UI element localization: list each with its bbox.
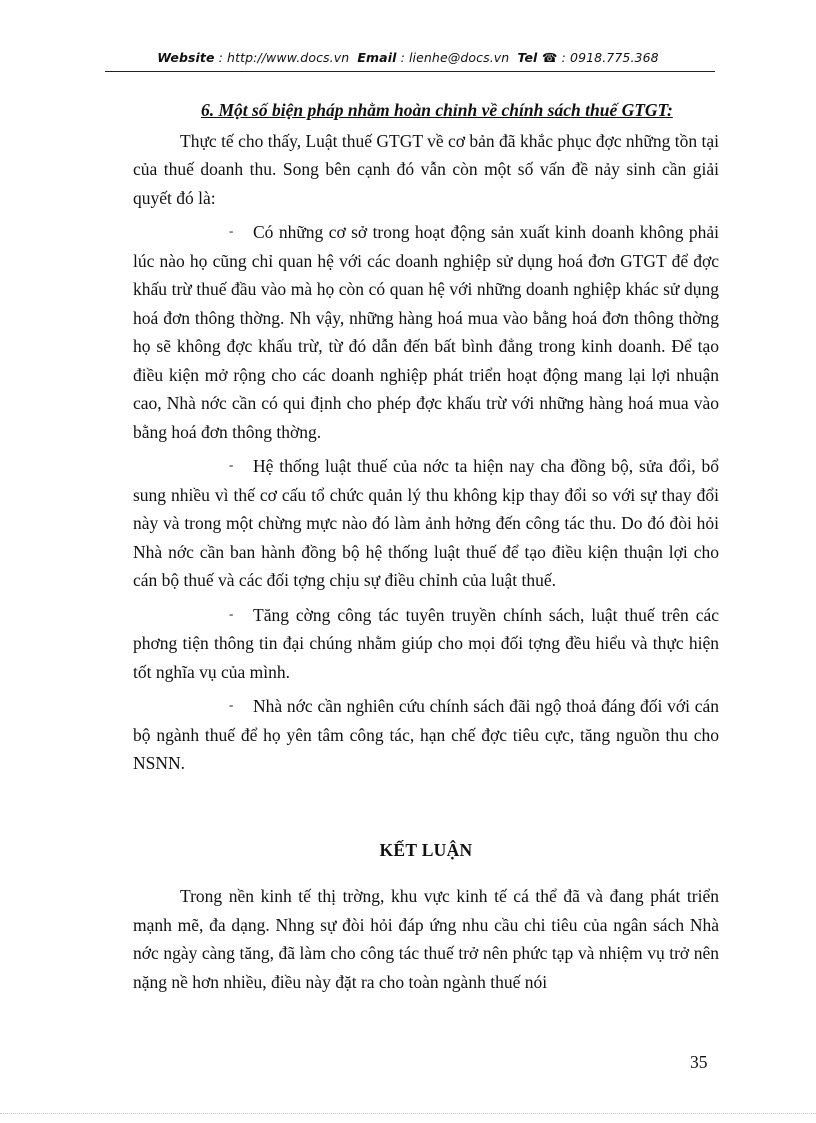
conclusion-paragraph: Trong nền kinh tế thị trờng, khu vực kinh tế cá thể đã và đang phát triển mạnh mẽ, đa dạng. Nhng sự đòi hỏi đáp ứng nhu cầu chi tiêu của ngân sách Nhà nớc ngày càng tăng, đã làm cho công tác thuế trở nên phức tạp và nhiệm vụ trở nên nặng nề hơn nhiều, điều này đặt ra cho toàn ngành thuế nói [133, 886, 719, 992]
bullet-mark: - [229, 605, 234, 621]
section-intro: Thực tế cho thấy, Luật thuế GTGT về cơ bản đã khắc phục đợc những tồn tại của thuế doanh thu. Song bên cạnh đó vẫn còn một số vấn đề nảy sinh cần giải quyết đó là: [133, 130, 719, 208]
bullet-item [133, 691, 719, 778]
bullet-mark: - [229, 697, 234, 712]
phone-label: Tel ☎ [517, 50, 558, 65]
bullet-text: Hệ thống luật thuế của nớc ta hiện nay cha đồng bộ, sửa đổi, bổ sung nhiều vì thế cơ cấu tổ chức quản lý thu không kịp thay đổi so với sự thay đổi này và trong một chừng mực nào đó làm ảnh hởng đến công tác thu. Do đó đòi hỏi Nhà nớc cần ban hành đồng bộ hệ thống luật thuế để tạo điều kiện thuận lợi cho cán bộ thuế và các đối tợng chịu sự điều chỉnh của luật thuế. [133, 456, 719, 590]
header-divider [105, 71, 715, 72]
bullet-text: Nhà nớc cần nghiên cứu chính sách đãi ngộ thoả đáng đối với cán bộ ngành thuế để họ yên tâm công tác, hạn chế đợc tiêu cực, tăng nguồn thu cho NSNN. [133, 696, 719, 773]
phone-number: : 0918.775.368 [561, 50, 659, 65]
document-body [133, 96, 719, 996]
page-bottom-divider [0, 1113, 816, 1114]
website-label: Website [157, 50, 215, 65]
bullet-item [133, 217, 719, 446]
bullet-text: Có những cơ sở trong hoạt động sản xuất kinh doanh không phải lúc nào họ cũng chỉ quan hệ với các doanh nghiệp sử dụng hoá đơn GTGT để đợc khấu trừ thuế đầu vào mà họ còn có quan hệ với những doanh nghiệp khác sử dụng hoá đơn thông thờng. Nh vậy, những hàng hoá mua vào bằng hoá đơn thông thờng họ sẽ không đợc khấu trừ, từ đó dẫn đến bất bình đẳng trong kinh doanh. Để tạo điều kiện mở rộng cho các doanh nghiệp phát triển hoạt động mang lại lợi nhuận cao, Nhà nớc cần có qui định cho phép đợc khấu trừ với những hàng hoá mua vào bằng hoá đơn thông thờng. [133, 222, 719, 442]
email-label: Email [357, 50, 397, 65]
bullet-text: Tăng cờng công tác tuyên truyền chính sách, luật thuế trên các phơng tiện thông tin đại chúng nhằm giúp cho mọi đối tợng đều hiểu và thực hiện tốt nghĩa vụ của mình. [133, 604, 719, 682]
email-address: : lienhe@docs.vn [400, 50, 510, 65]
bullet-item [133, 600, 719, 687]
bullet-item [133, 451, 719, 595]
section-title: 6. Một số biện pháp nhằm hoàn chỉnh về chính sách thuế GTGT: [201, 100, 673, 120]
website-url: : http://www.docs.vn [218, 50, 350, 65]
bullet-mark: - [229, 223, 234, 238]
conclusion-heading: KẾT LUẬN [379, 839, 473, 860]
bullet-mark: - [229, 457, 234, 472]
page-header [0, 50, 816, 65]
page-number: 35 [690, 1052, 708, 1072]
